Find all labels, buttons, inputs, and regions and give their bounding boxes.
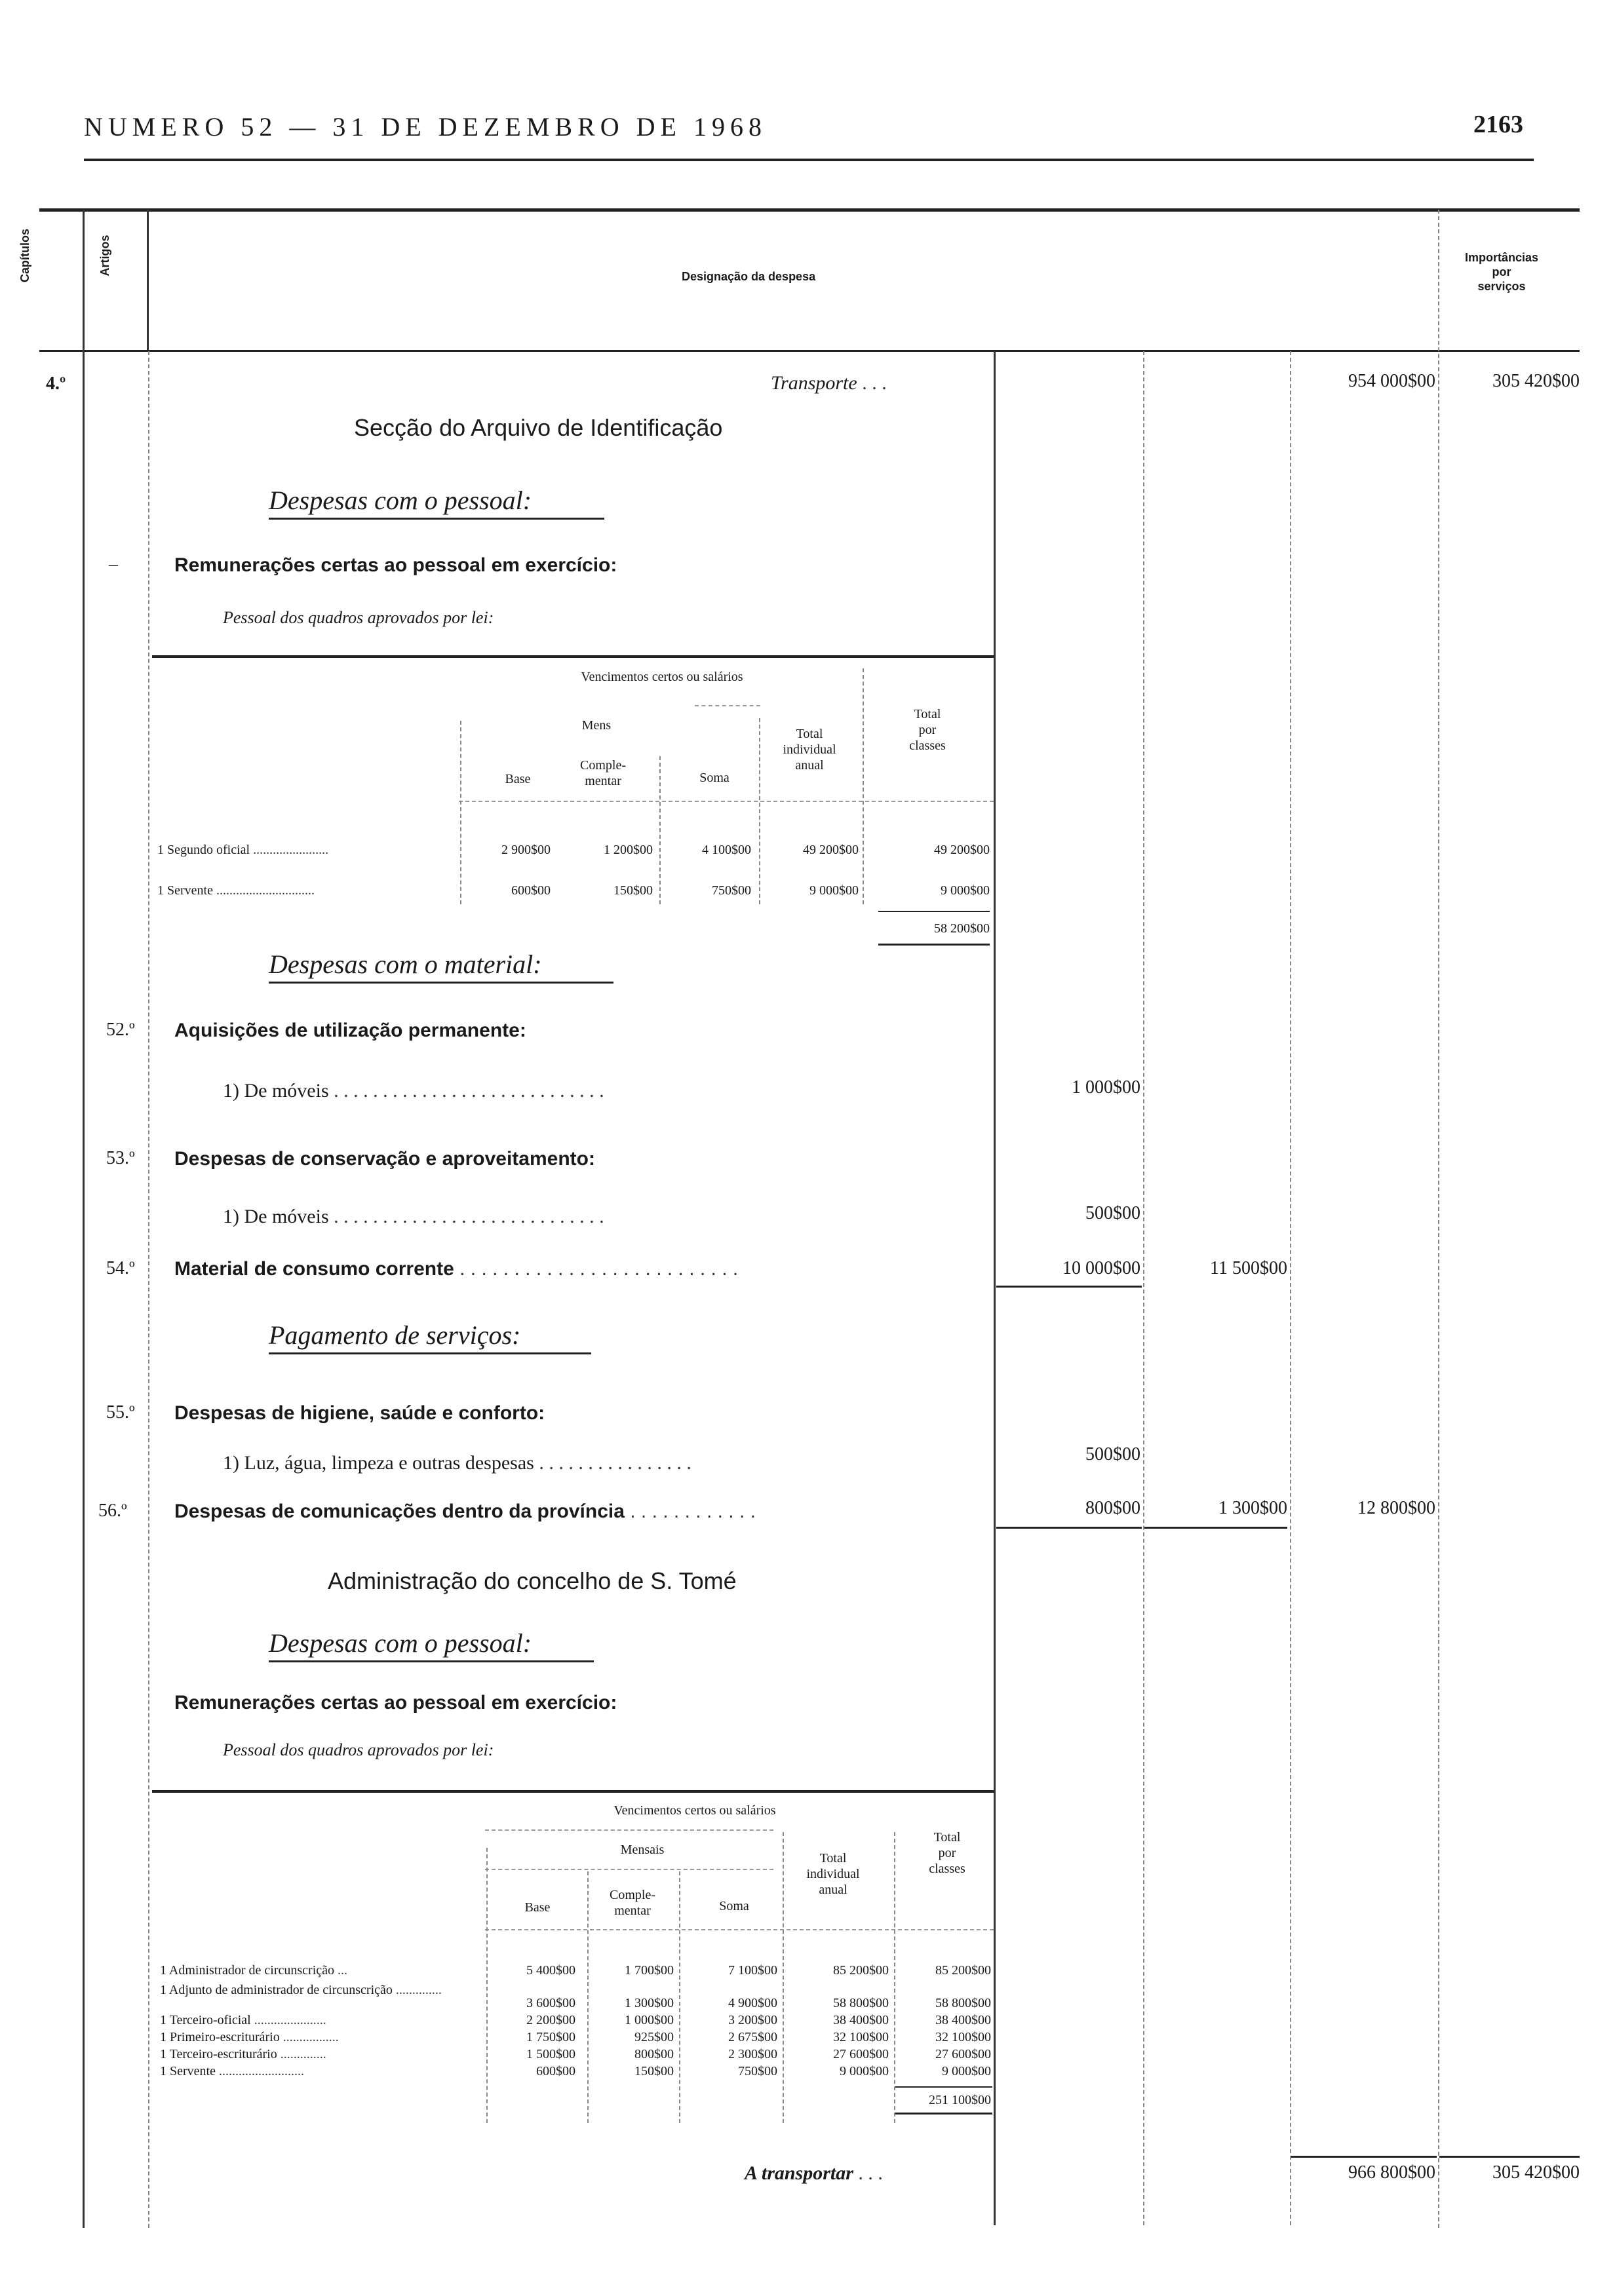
amount-col-divider-3 xyxy=(1290,351,1291,2225)
section1-material-heading: Despesas com o material: xyxy=(269,949,542,979)
table1-base: Base xyxy=(505,772,531,786)
a-transportar-rule-b xyxy=(1439,2156,1580,2158)
a-transportar-col-b: 305 420$00 xyxy=(1492,2162,1580,2183)
importancias-line2: por xyxy=(1492,265,1511,278)
table1-row-2-comp: 150$00 xyxy=(613,883,653,898)
art54-amount-underline xyxy=(996,1286,1142,1288)
art53-sub: 1) De móveis . . . . . . . . . . . . . . . . . . . . . . . . . . . . xyxy=(223,1206,604,1227)
section2-pessoal-underline xyxy=(269,1660,594,1662)
table1-row-1-comp: 1 200$00 xyxy=(604,843,653,857)
table1-complementar xyxy=(564,757,642,789)
col-divider-capitulos xyxy=(83,210,85,2228)
table2-complementar xyxy=(590,1887,675,1919)
section1-closing-rule-b xyxy=(1144,1527,1287,1529)
section1-servicos-heading: Pagamento de serviços: xyxy=(269,1320,521,1350)
column-header-designacao: Designação da despesa xyxy=(682,270,816,283)
column-header-capitulos: Capítulos xyxy=(18,229,31,283)
table1-total-individual xyxy=(760,726,859,773)
table2-row-6-anual: 9 000$00 xyxy=(840,2064,889,2078)
section1-pessoal-underline xyxy=(269,518,604,520)
table2-base: Base xyxy=(524,1900,551,1915)
table2-row-1-label: 1 Administrador de circunscrição ... xyxy=(160,1963,348,1978)
transporte-label: Transporte . . . xyxy=(771,372,887,394)
table1-vencimentos: Vencimentos certos ou salários xyxy=(581,670,743,684)
table2-row-1-base: 5 400$00 xyxy=(526,1963,575,1978)
section1-remuneracoes: Remunerações certas ao pessoal em exercício: xyxy=(174,554,617,576)
table2-total-classes-l3: classes xyxy=(929,1862,965,1876)
table2-vencimentos-rule xyxy=(485,1829,773,1831)
art53-number: 53.º xyxy=(106,1148,135,1168)
art53-amount: 500$00 xyxy=(1085,1203,1140,1223)
table2-row-2-comp: 1 300$00 xyxy=(625,1996,674,2010)
table1-total-classes-l2: por xyxy=(918,723,937,737)
table1-row-2-label-text: 1 Servente xyxy=(157,883,213,898)
table1-total-classes xyxy=(878,706,977,754)
col-divider-importancias xyxy=(1438,210,1439,2228)
table2-row-4-label-text: 1 Primeiro-escriturário xyxy=(160,2030,280,2044)
table1-total-rule xyxy=(878,911,990,912)
table2-complementar-l1: Comple- xyxy=(610,1888,655,1902)
art53-sub-text: 1) De móveis xyxy=(223,1206,329,1227)
table2-total-individual-l1: Total xyxy=(819,1851,847,1866)
a-transportar-col-a: 966 800$00 xyxy=(1348,2162,1435,2183)
table2-row-5-comp: 800$00 xyxy=(634,2047,674,2061)
transporte-text: Transporte xyxy=(771,372,857,394)
table2-header-bottom xyxy=(485,1929,994,1930)
page-header-title: NUMERO 52 — 31 DE DEZEMBRO DE 1968 xyxy=(84,112,767,142)
table2-row-4-classes: 32 100$00 xyxy=(935,2030,991,2044)
table1-row-2-label: 1 Servente .............................. xyxy=(157,883,315,898)
table2-row-6-soma: 750$00 xyxy=(738,2064,777,2078)
table2-row-5-label-text: 1 Terceiro-escriturário xyxy=(160,2047,277,2061)
art56-total: 12 800$00 xyxy=(1357,1498,1435,1518)
transporte-col-a: 954 000$00 xyxy=(1348,371,1435,391)
table2-total-classes xyxy=(898,1829,996,1877)
table1-soma: Soma xyxy=(699,771,730,785)
a-transportar-text: A transportar xyxy=(745,2162,853,2184)
table2-row-3-soma: 3 200$00 xyxy=(728,2013,777,2027)
table2-soma: Soma xyxy=(719,1899,749,1913)
table1-row-2-base: 600$00 xyxy=(511,883,551,898)
table2-row-1-classes: 85 200$00 xyxy=(935,1963,991,1978)
table1-total-individual-l3: anual xyxy=(795,758,824,773)
art54-label: Material de consumo corrente . . . . . . . . . . . . . . . . . . . . . . . . . . xyxy=(174,1258,739,1280)
chapter-number: 4.º xyxy=(46,373,66,394)
table2-row-5-soma: 2 300$00 xyxy=(728,2047,777,2061)
section2-remuneracoes: Remunerações certas ao pessoal em exercício: xyxy=(174,1692,617,1713)
table1-vencimentos-rule xyxy=(695,705,760,706)
art56-number: 56.º xyxy=(98,1501,127,1521)
table2-row-5-anual: 27 600$00 xyxy=(833,2047,889,2061)
table1-total: 58 200$00 xyxy=(934,921,990,936)
table2-row-6-comp: 150$00 xyxy=(634,2064,674,2078)
amount-col-divider-1 xyxy=(994,351,996,2225)
table1-row-1-anual: 49 200$00 xyxy=(803,843,859,857)
table2-row-4-comp: 925$00 xyxy=(634,2030,674,2044)
table2-row-3-comp: 1 000$00 xyxy=(625,2013,674,2027)
art55-amount: 500$00 xyxy=(1085,1444,1140,1464)
section2-quadros: Pessoal dos quadros aprovados por lei: xyxy=(223,1740,494,1759)
art53-label: Despesas de conservação e aproveitamento: xyxy=(174,1148,595,1170)
table2-total-individual-l2: individual xyxy=(806,1867,860,1881)
section1-material-underline xyxy=(269,982,613,984)
table1-total-classes-l1: Total xyxy=(914,707,941,721)
table1-row-1-classes: 49 200$00 xyxy=(934,843,990,857)
table2-row-3-classes: 38 400$00 xyxy=(935,2013,991,2027)
importancias-line1: Importâncias xyxy=(1464,251,1539,264)
table2-total-classes-l1: Total xyxy=(933,1830,961,1845)
table1-v-comp xyxy=(659,756,661,904)
art52-number: 52.º xyxy=(106,1020,135,1040)
table1-total-underline xyxy=(878,944,990,946)
table2-total-underline xyxy=(895,2113,992,2114)
table2-row-1-comp: 1 700$00 xyxy=(625,1963,674,1978)
table2-row-5-label: 1 Terceiro-escriturário .............. xyxy=(160,2047,326,2061)
art54-subtotal: 11 500$00 xyxy=(1210,1258,1287,1278)
table2-row-2-anual: 58 800$00 xyxy=(833,1996,889,2010)
table2-row-3-label: 1 Terceiro-oficial ...................... xyxy=(160,2013,326,2027)
table2-row-4-base: 1 750$00 xyxy=(526,2030,575,2044)
table2-row-4-soma: 2 675$00 xyxy=(728,2030,777,2044)
a-transportar-rule-a xyxy=(1291,2156,1437,2158)
table1-v-soma xyxy=(759,718,760,904)
table1-row-1-label-text: 1 Segundo oficial xyxy=(157,843,250,857)
table2-row-2-label-text: 1 Adjunto de administrador de circunscrição xyxy=(160,1983,393,1997)
table2-row-6-classes: 9 000$00 xyxy=(942,2064,991,2078)
col-divider-artigos-dashed xyxy=(148,351,149,2228)
table2-total: 251 100$00 xyxy=(929,2093,991,2107)
table2-vencimentos: Vencimentos certos ou salários xyxy=(613,1803,776,1818)
table1-header-bottom xyxy=(459,801,994,802)
page-number: 2163 xyxy=(1473,111,1523,138)
table1-total-individual-l2: individual xyxy=(783,742,836,757)
art52-sub-text: 1) De móveis xyxy=(223,1080,329,1101)
table2-row-2-base: 3 600$00 xyxy=(526,1996,575,2010)
table2-row-3-anual: 38 400$00 xyxy=(833,2013,889,2027)
column-header-top-rule xyxy=(39,208,1580,212)
art55-number: 55.º xyxy=(106,1402,135,1423)
art56-label: Despesas de comunicações dentro da província . . . . . . . . . . . . xyxy=(174,1501,756,1522)
column-header-artigos: Artigos xyxy=(98,235,111,277)
art52-label: Aquisições de utilização permanente: xyxy=(174,1020,526,1041)
table2-v-base xyxy=(486,1848,488,2123)
table1-complementar-l2: mentar xyxy=(585,774,621,788)
table2-row-5-classes: 27 600$00 xyxy=(935,2047,991,2061)
importancias-line3: serviços xyxy=(1477,280,1526,293)
table2-v-soma xyxy=(679,1871,680,2123)
art55-sub-text: 1) Luz, água, limpeza e outras despesas xyxy=(223,1452,534,1474)
section1-servicos-underline xyxy=(269,1352,591,1354)
column-header-bottom-rule xyxy=(39,350,1580,352)
table2-mensais: Mensais xyxy=(620,1843,665,1857)
table1-row-1-soma: 4 100$00 xyxy=(702,843,751,857)
art54-label-text: Material de consumo corrente xyxy=(174,1258,454,1280)
table2-row-3-base: 2 200$00 xyxy=(526,2013,575,2027)
column-header-importancias xyxy=(1439,250,1564,294)
table1-mensais: Mens xyxy=(581,718,612,733)
section2-pessoal-heading: Despesas com o pessoal: xyxy=(269,1628,532,1658)
table1-row-1-label: 1 Segundo oficial ....................... xyxy=(157,843,329,857)
table1-top-rule xyxy=(152,655,994,658)
art56-amount: 800$00 xyxy=(1085,1498,1140,1518)
art52-sub: 1) De móveis . . . . . . . . . . . . . . . . . . . . . . . . . . . . xyxy=(223,1080,604,1101)
table2-total-individual-l3: anual xyxy=(819,1883,847,1897)
section2-title: Administração do concelho de S. Tomé xyxy=(328,1567,737,1594)
table2-row-2-label: 1 Adjunto de administrador de circunscrição .............. xyxy=(160,1983,442,1997)
a-transportar-label: A transportar . . . xyxy=(745,2162,883,2184)
table1-row-1-base: 2 900$00 xyxy=(501,843,551,857)
art52-amount: 1 000$00 xyxy=(1072,1077,1140,1098)
table2-row-4-label: 1 Primeiro-escriturário ................. xyxy=(160,2030,339,2044)
header-rule xyxy=(84,159,1534,161)
table2-row-1-anual: 85 200$00 xyxy=(833,1963,889,1978)
section1-dash: – xyxy=(109,554,118,575)
table2-row-6-base: 600$00 xyxy=(536,2064,575,2078)
table2-mensais-rule xyxy=(485,1869,773,1870)
table2-total-individual xyxy=(784,1850,882,1898)
section1-quadros: Pessoal dos quadros aprovados por lei: xyxy=(223,608,494,627)
table2-row-1-soma: 7 100$00 xyxy=(728,1963,777,1978)
table2-complementar-l2: mentar xyxy=(614,1904,651,1918)
table2-row-2-soma: 4 900$00 xyxy=(728,1996,777,2010)
col-divider-artigos xyxy=(147,210,149,350)
table2-row-4-anual: 32 100$00 xyxy=(833,2030,889,2044)
table1-row-2-classes: 9 000$00 xyxy=(941,883,990,898)
table1-row-2-anual: 9 000$00 xyxy=(809,883,859,898)
transporte-col-b: 305 420$00 xyxy=(1492,371,1580,391)
section1-pessoal-heading: Despesas com o pessoal: xyxy=(269,486,532,515)
table2-row-5-base: 1 500$00 xyxy=(526,2047,575,2061)
amount-col-divider-2 xyxy=(1143,351,1144,2225)
table1-v-anual xyxy=(863,668,864,904)
table1-v-base xyxy=(460,721,461,904)
section1-title: Secção do Arquivo de Identificação xyxy=(354,414,723,441)
table2-total-classes-l2: por xyxy=(938,1846,956,1860)
table1-row-2-soma: 750$00 xyxy=(712,883,751,898)
section1-closing-rule-a xyxy=(996,1527,1142,1529)
table2-row-1-label-text: 1 Administrador de circunscrição xyxy=(160,1963,335,1978)
table2-row-6-label-text: 1 Servente xyxy=(160,2064,216,2078)
art54-amount: 10 000$00 xyxy=(1062,1258,1140,1278)
table2-top-rule xyxy=(152,1790,994,1793)
table2-row-3-label-text: 1 Terceiro-oficial xyxy=(160,2013,251,2027)
art56-subtotal: 1 300$00 xyxy=(1218,1498,1287,1518)
table2-total-rule xyxy=(895,2086,992,2088)
table2-row-2-classes: 58 800$00 xyxy=(935,1996,991,2010)
table2-row-6-label: 1 Servente .......................... xyxy=(160,2064,304,2078)
art54-number: 54.º xyxy=(106,1258,135,1278)
table1-total-classes-l3: classes xyxy=(909,738,946,753)
table1-total-individual-l1: Total xyxy=(796,727,823,741)
art56-label-text: Despesas de comunicações dentro da província xyxy=(174,1501,625,1522)
art55-label: Despesas de higiene, saúde e conforto: xyxy=(174,1402,545,1424)
art55-sub: 1) Luz, água, limpeza e outras despesas . . . . . . . . . . . . . . . . xyxy=(223,1452,691,1474)
table1-complementar-l1: Comple- xyxy=(580,758,626,773)
